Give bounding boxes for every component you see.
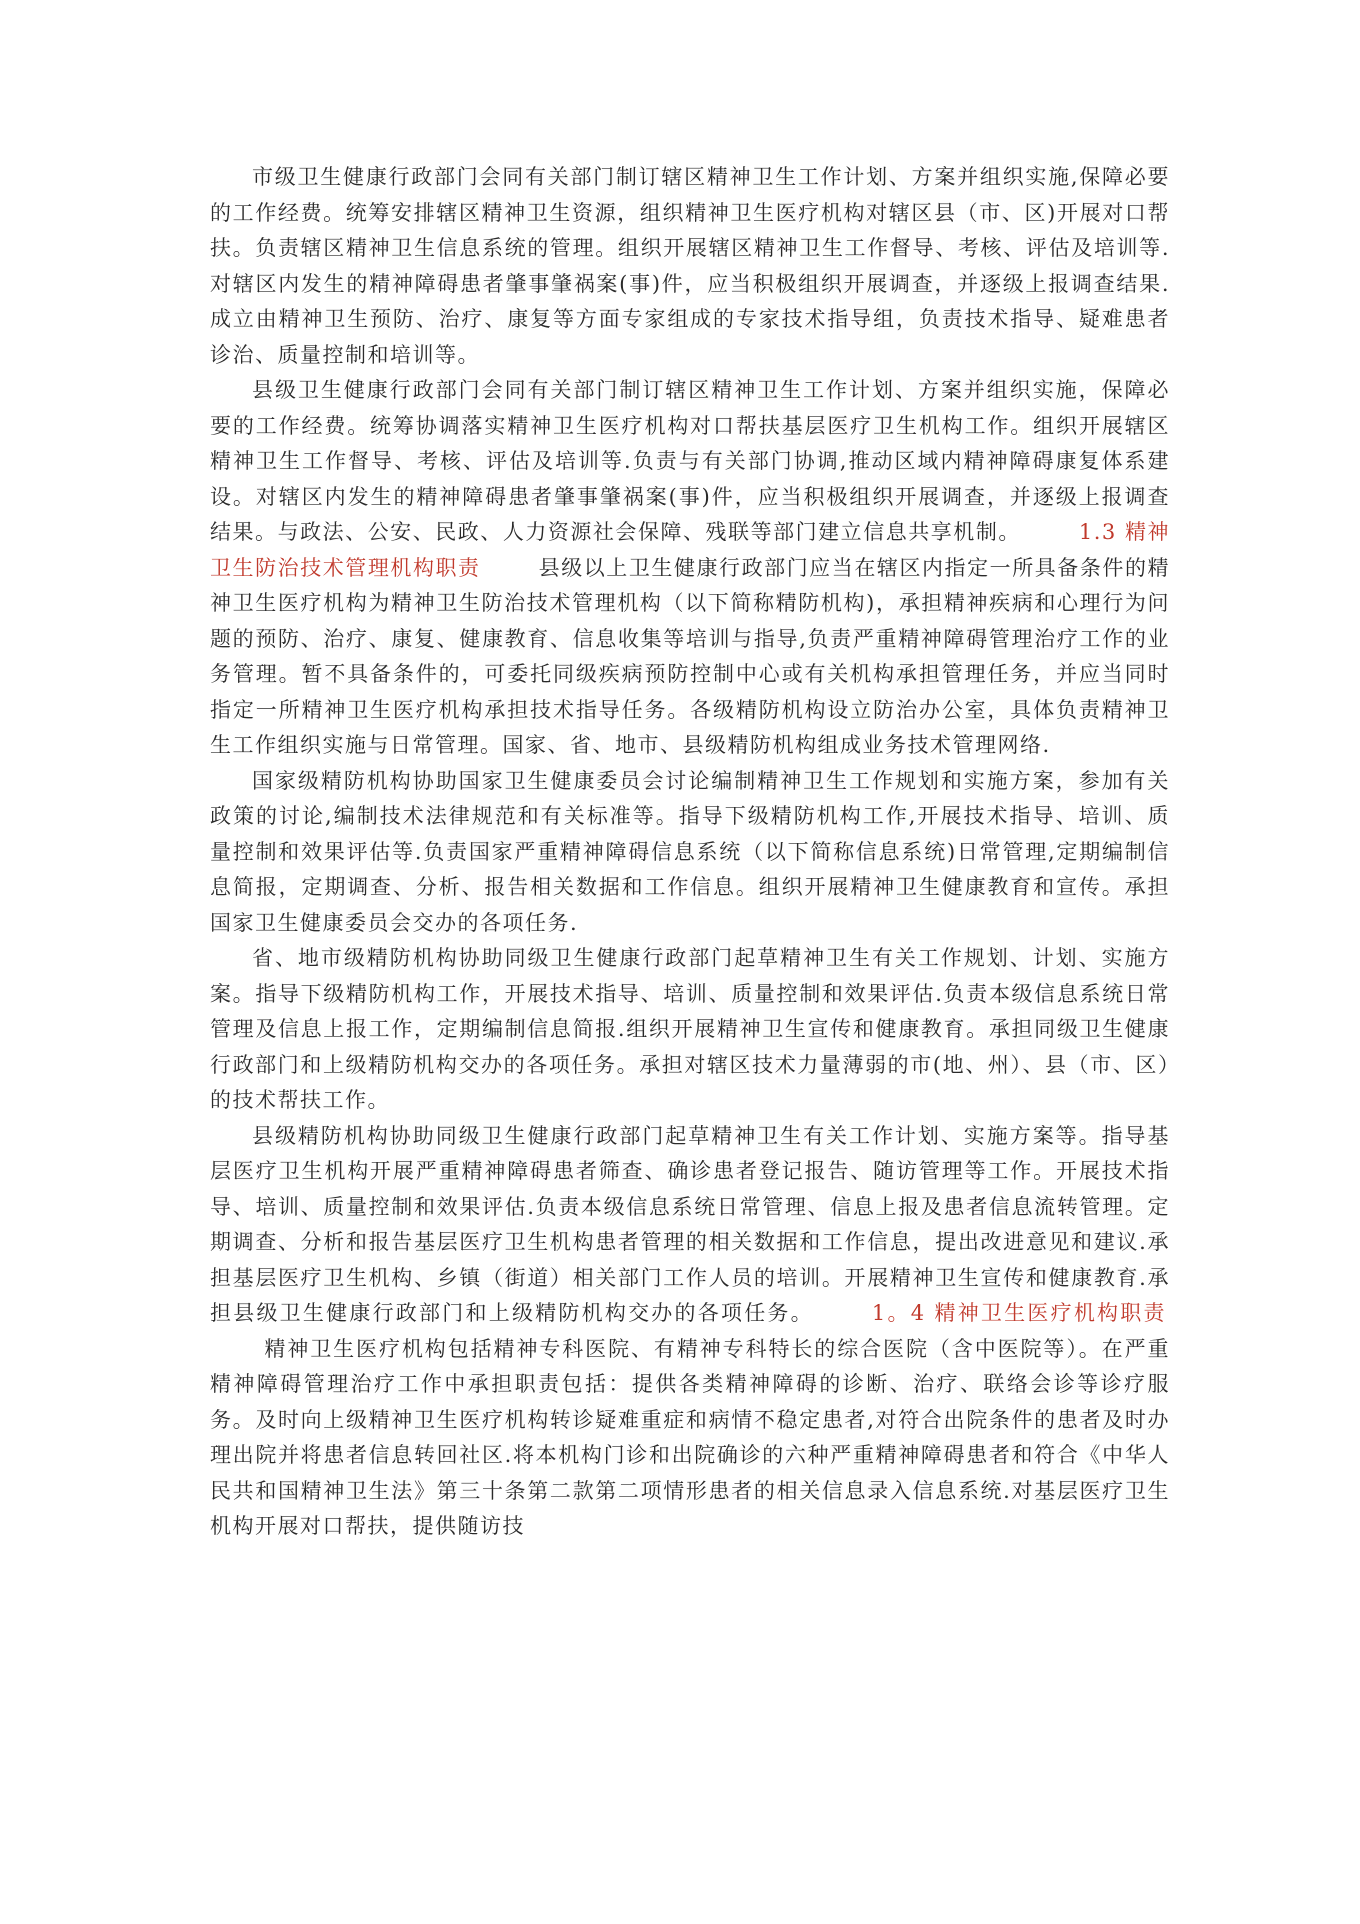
document-page — [210, 160, 1170, 1545]
paragraph-municipal-health-dept — [210, 160, 1170, 373]
paragraph-county-institution — [210, 1119, 1170, 1545]
paragraph-text: 县级卫生健康行政部门会同有关部门制订辖区精神卫生工作计划、方案并组织实施，保障必要的工作经费。统筹协调落实精神卫生医疗机构对口帮扶基层医疗卫生机构工作。组织开展辖区精神卫生工作督导、考核、评估及培训等.负责与有关部门协调,推动区域内精神障碍康复体系建设。对辖区内发生的精神障碍患者肇事肇祸案(事)件，应当积极组织开展调查，并逐级上报调查结果。与政法、公安、民政、人力资源社会保障、残联等部门建立信息共享机制。 — [210, 378, 1170, 544]
paragraph-national-institution — [210, 764, 1170, 942]
paragraph-text: 国家级精防机构协助国家卫生健康委员会讨论编制精神卫生工作规划和实施方案，参加有关政策的讨论,编制技术法律规范和有关标准等。指导下级精防机构工作,开展技术指导、培训、质量控制和效果评估等.负责国家严重精神障碍信息系统（以下简称信息系统)日常管理,定期编制信息简报，定期调查、分析、报告相关数据和工作信息。组织开展精神卫生健康教育和宣传。承担国家卫生健康委员会交办的各项任务. — [210, 768, 1170, 935]
paragraph-county-health-dept — [210, 373, 1170, 764]
paragraph-provincial-institution — [210, 941, 1170, 1119]
section-heading-1-3: 1.3 精神卫生防治技术管理机构职责 — [210, 520, 1170, 580]
section-heading-1-4: 1。4 精神卫生医疗机构职责 — [871, 1301, 1167, 1325]
paragraph-text: 省、地市级精防机构协助同级卫生健康行政部门起草精神卫生有关工作规划、计划、实施方案。指导下级精防机构工作，开展技术指导、培训、质量控制和效果评估.负责本级信息系统日常管理及信息上报工作，定期编制信息简报.组织开展精神卫生宣传和健康教育。承担同级卫生健康行政部门和上级精防机构交办的各项任务。承担对辖区技术力量薄弱的市(地、州）、县（市、区）的技术帮扶工作。 — [210, 946, 1170, 1112]
paragraph-text: 市级卫生健康行政部门会同有关部门制订辖区精神卫生工作计划、方案并组织实施,保障必要的工作经费。统筹安排辖区精神卫生资源，组织精神卫生医疗机构对辖区县（市、区)开展对口帮扶。负责辖区精神卫生信息系统的管理。组织开展辖区精神卫生工作督导、考核、评估及培训等.对辖区内发生的精神障碍患者肇事肇祸案(事)件，应当积极组织开展调查，并逐级上报调查结果.成立由精神卫生预防、治疗、康复等方面专家组成的专家技术指导组，负责技术指导、疑难患者诊治、质量控制和培训等。 — [210, 165, 1170, 367]
paragraph-text: 县级精防机构协助同级卫生健康行政部门起草精神卫生有关工作计划、实施方案等。指导基层医疗卫生机构开展严重精神障碍患者筛查、确诊患者登记报告、随访管理等工作。开展技术指导、培训、质量控制和效果评估.负责本级信息系统日常管理、信息上报及患者信息流转管理。定期调查、分析和报告基层医疗卫生机构患者管理的相关数据和工作信息，提出改进意见和建议.承担基层医疗卫生机构、乡镇（街道）相关部门工作人员的培训。开展精神卫生宣传和健康教育.承担县级卫生健康行政部门和上级精防机构交办的各项任务。 — [210, 1123, 1170, 1325]
paragraph-text: 精神卫生医疗机构包括精神专科医院、有精神专科特长的综合医院（含中医院等）。在严重精神障碍管理治疗工作中承担职责包括：提供各类精神障碍的诊断、治疗、联络会诊等诊疗服务。及时向上级精神卫生医疗机构转诊疑难重症和病情不稳定患者,对符合出院条件的患者及时办理出院并将患者信息转回社区.将本机构门诊和出院确诊的六种严重精神障碍患者和符合《中华人民共和国精神卫生法》第三十条第二款第二项情形患者的相关信息录入信息系统.对基层医疗卫生机构开展对口帮扶，提供随访技 — [210, 1336, 1170, 1538]
paragraph-text: 县级以上卫生健康行政部门应当在辖区内指定一所具备条件的精神卫生医疗机构为精神卫生防治技术管理机构（以下简称精防机构)，承担精神疾病和心理行为问题的预防、治疗、康复、健康教育、信息收集等培训与指导,负责严重精神障碍管理治疗工作的业务管理。暂不具备条件的，可委托同级疾病预防控制中心或有关机构承担管理任务，并应当同时指定一所精神卫生医疗机构承担技术指导任务。各级精防机构设立防治办公室，具体负责精神卫生工作组织实施与日常管理。国家、省、地市、县级精防机构组成业务技术管理网络. — [210, 555, 1171, 757]
